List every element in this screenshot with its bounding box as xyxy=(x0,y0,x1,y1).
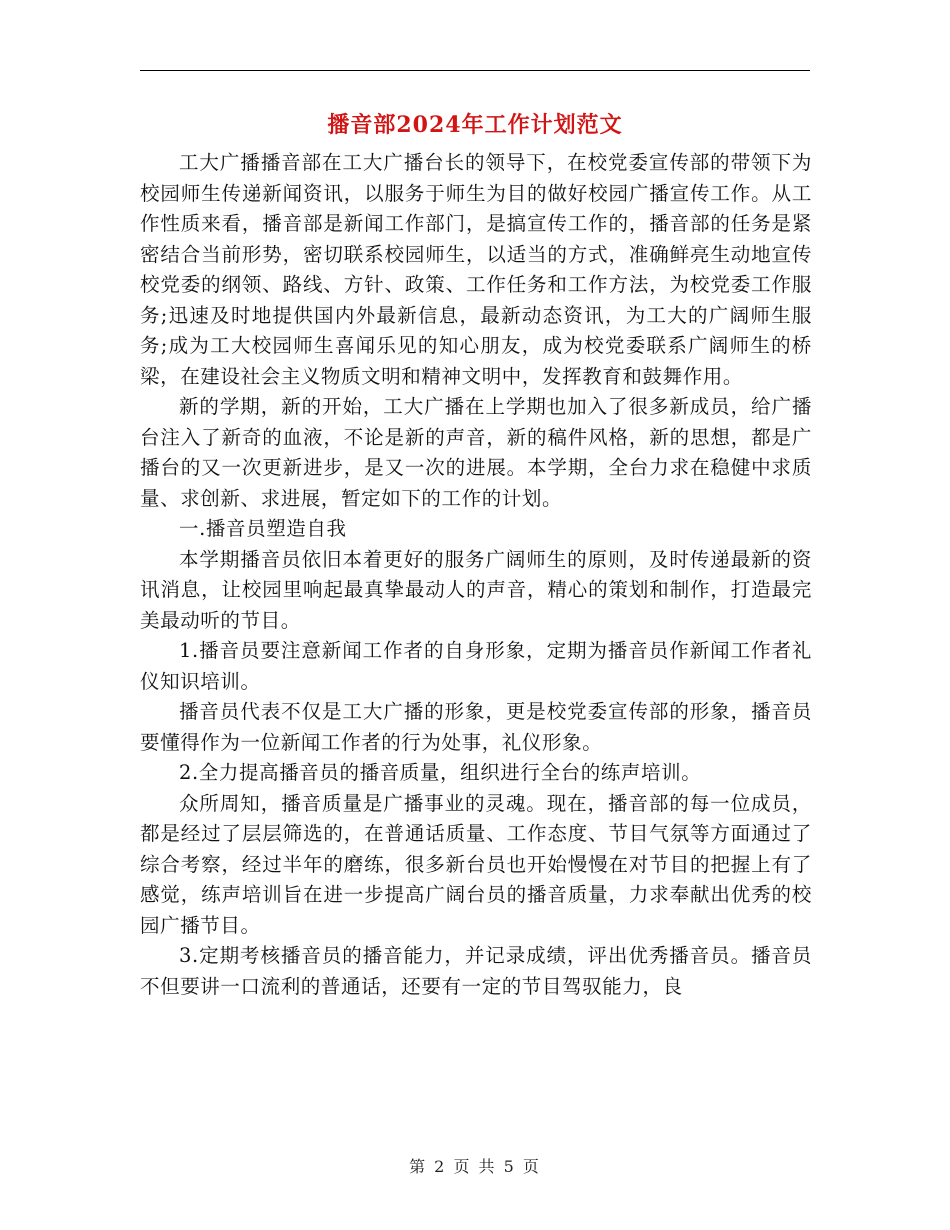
paragraph-new-semester: 新的学期，新的开始，工大广播在上学期也加入了很多新成员，给广播台注入了新奇的血液，不论是新的声音，新的稿件风格，新的思想，都是广播台的又一次更新进步，是又一次的进展。本学期，全台力求在稳健中求质量、求创新、求进展，暂定如下的工作的计划。 xyxy=(140,395,812,510)
header-rule xyxy=(140,70,810,71)
item-3-heading: 3.定期考核播音员的播音能力，并记录成绩，评出优秀播音员。播音员不但要讲一口流利的普通话，还要有一定的节目驾驭能力，良 xyxy=(140,944,812,998)
section-heading-1: 一.播音员塑造自我 xyxy=(179,517,347,540)
paragraph-item-1: 播音员代表不仅是工大广播的形象，更是校党委宣传部的形象，播音员要懂得作为一位新闻工作者的行为处事，礼仪形象。 xyxy=(140,700,812,754)
paragraph-section-1-intro: 本学期播音员依旧本着更好的服务广阔师生的原则，及时传递最新的资讯消息，让校园里响起最真挚最动人的声音，精心的策划和制作，打造最完美最动听的节目。 xyxy=(140,547,812,632)
paragraph-item-2: 众所周知，播音质量是广播事业的灵魂。现在，播音部的每一位成员，都是经过了层层筛选的，在普通话质量、工作态度、节目气氛等方面通过了综合考察，经过半年的磨练，很多新台员也开始慢慢在对节目的把握上有了感觉，练声培训旨在进一步提高广阔台员的播音质量，力求奉献出优秀的校园广播节目。 xyxy=(140,791,812,937)
item-1-heading: 1.播音员要注意新闻工作者的自身形象，定期为播音员作新闻工作者礼仪知识培训。 xyxy=(140,639,812,693)
paragraph-intro: 工大广播播音部在工大广播台长的领导下，在校党委宣传部的带领下为校园师生传递新闻资讯，以服务于师生为目的做好校园广播宣传工作。从工作性质来看，播音部是新闻工作部门，是搞宣传工作的，播音部的任务是紧密结合当前形势，密切联系校园师生，以适当的方式，准确鲜亮生动地宣传校党委的纲领、路线、方针、政策、工作任务和工作方法，为校党委工作服务;迅速及时地提供国内外最新信息，最新动态资讯，为工大的广阔师生服务;成为工大校园师生喜闻乐见的知心朋友，成为校党委联系广阔师生的桥梁，在建设社会主义物质文明和精神文明中，发挥教育和鼓舞作用。 xyxy=(140,151,812,388)
document-title: 播音部2024年工作计划范文 xyxy=(327,112,623,138)
item-2-heading: 2.全力提高播音员的播音质量，组织进行全台的练声培训。 xyxy=(179,761,702,784)
page-footer: 第 2 页 共 5 页 xyxy=(409,1157,541,1176)
document-body xyxy=(140,148,812,1002)
